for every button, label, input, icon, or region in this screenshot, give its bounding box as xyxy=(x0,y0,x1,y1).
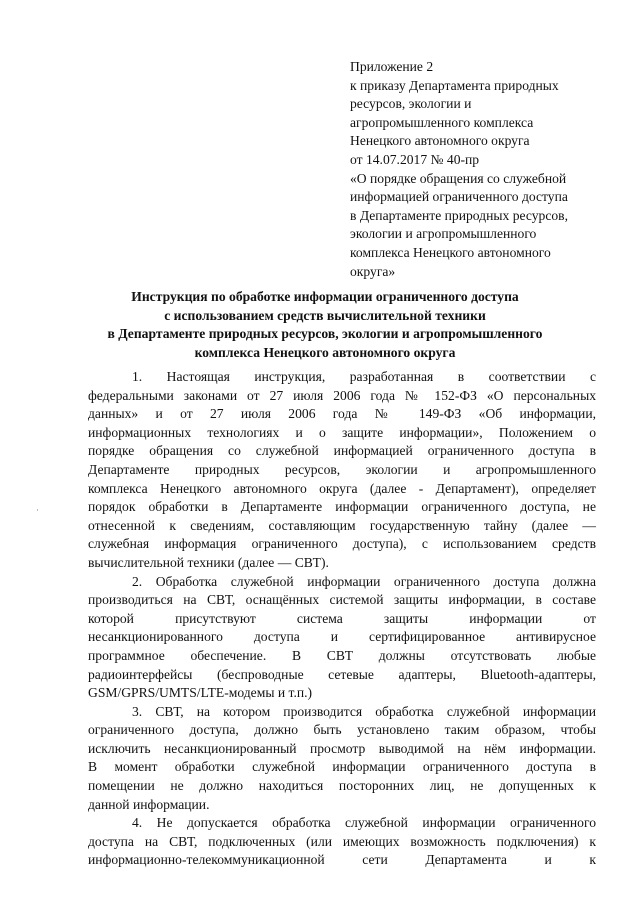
title-line: с использованием средств вычислительной техники xyxy=(164,307,486,323)
paragraph-2-line: которой присутствуют система защиты информации от xyxy=(88,610,596,626)
annex-line: «О порядке обращения со служебной xyxy=(350,170,567,186)
annex-line: округа» xyxy=(350,263,396,279)
annex-header xyxy=(350,58,612,281)
paragraph-1-line: федеральными законами от 27 июля 2006 года № 152-ФЗ «О персональных xyxy=(88,387,596,403)
annex-line: в Департаменте природных ресурсов, xyxy=(350,207,568,223)
annex-line: агропромышленного комплекса xyxy=(350,114,534,130)
annex-line: ресурсов, экологии и xyxy=(350,96,472,112)
paragraph-2-line: несанкционированного доступа и сертифицированное антивирусное xyxy=(88,629,596,645)
title-line: комплекса Ненецкого автономного округа xyxy=(194,344,456,360)
paragraph-2-line: программное обеспечение. В СВТ должны отсутствовать любые xyxy=(88,647,596,663)
annex-line: от 14.07.2017 № 40-пр xyxy=(350,151,480,167)
paragraph-1-line: порядке обращения со служебной информацией ограниченного доступа в xyxy=(88,443,596,459)
document-title xyxy=(60,288,590,362)
paragraph-3-line: исключить несанкционированный просмотр выводимой на нём информации. xyxy=(88,740,596,756)
paragraph-1-line: информационных технологиях и о защите информации», Положением о xyxy=(88,424,596,440)
paragraph-2-line: 2. Обработка служебной информации ограниченного доступа должна xyxy=(132,573,596,589)
paragraph-2-line: радиоинтерфейсы (беспроводные сетевые адаптеры, Bluetooth-адаптеры, xyxy=(88,666,596,682)
paragraph-3-line: В момент обработки служебной информации ограниченного доступа в xyxy=(88,759,596,775)
paragraph-3-line: данной информации. xyxy=(88,796,210,812)
document-body xyxy=(88,368,596,870)
paragraph-4-line: информационно-телекоммуникационной сети Департамента и к xyxy=(88,852,596,868)
annex-line: экологии и агропромышленного xyxy=(350,226,537,242)
paragraph-3-line: 3. СВТ, на котором производится обработка служебной информации xyxy=(132,703,596,719)
paragraph-3-line: ограниченного доступа, должно быть установлено таким образом, чтобы xyxy=(88,722,596,738)
paragraph-2-line: производиться на СВТ, оснащённых системой защиты информации, в составе xyxy=(88,592,596,608)
title-line: в Департаменте природных ресурсов, экологии и агропромышленного xyxy=(107,326,543,342)
paragraph-1-line: данных» и от 27 июля 2006 года № 149-ФЗ «Об информации, xyxy=(88,406,596,422)
annex-line: Ненецкого автономного округа xyxy=(350,133,530,149)
paragraph-1-line: Департаменте природных ресурсов, экологии и агропромышленного xyxy=(88,461,596,477)
paragraph-1-line: 1. Настоящая инструкция, разработанная в соответствии с xyxy=(132,369,596,384)
annex-line: информацией ограниченного доступа xyxy=(350,189,568,205)
title-line: Инструкция по обработке информации ограниченного доступа xyxy=(131,289,519,304)
paragraph-1-line: порядок обработки в Департаменте информации ограниченного доступа, не xyxy=(88,499,596,515)
annex-line: к приказу Департамента природных xyxy=(350,77,559,93)
annex-line: Приложение 2 xyxy=(350,59,434,74)
paragraph-1-line: служебная информация ограниченного доступа), с использованием средств xyxy=(88,536,596,552)
paragraph-2-line: GSM/GPRS/UMTS/LTE-модемы и т.п.) xyxy=(88,685,313,701)
paragraph-3-line: помещении не должно находиться посторонних лиц, не допущенных к xyxy=(88,778,596,794)
paragraph-1-line: комплекса Ненецкого автономного округа (далее - Департамент), определяет xyxy=(88,480,596,496)
paragraph-4-line: 4. Не допускается обработка служебной информации ограниченного xyxy=(132,815,596,831)
paragraph-4-line: доступа на СВТ, подключенных (или имеющих возможность подключения) к xyxy=(88,833,596,849)
annex-line: комплекса Ненецкого автономного xyxy=(350,244,551,260)
paragraph-1-line: отнесенной к сведениям, составляющим государственную тайну (далее — xyxy=(88,517,596,533)
paragraph-1-line: вычислительной техники (далее — СВТ). xyxy=(88,554,329,570)
scan-speck: · xyxy=(36,505,39,515)
